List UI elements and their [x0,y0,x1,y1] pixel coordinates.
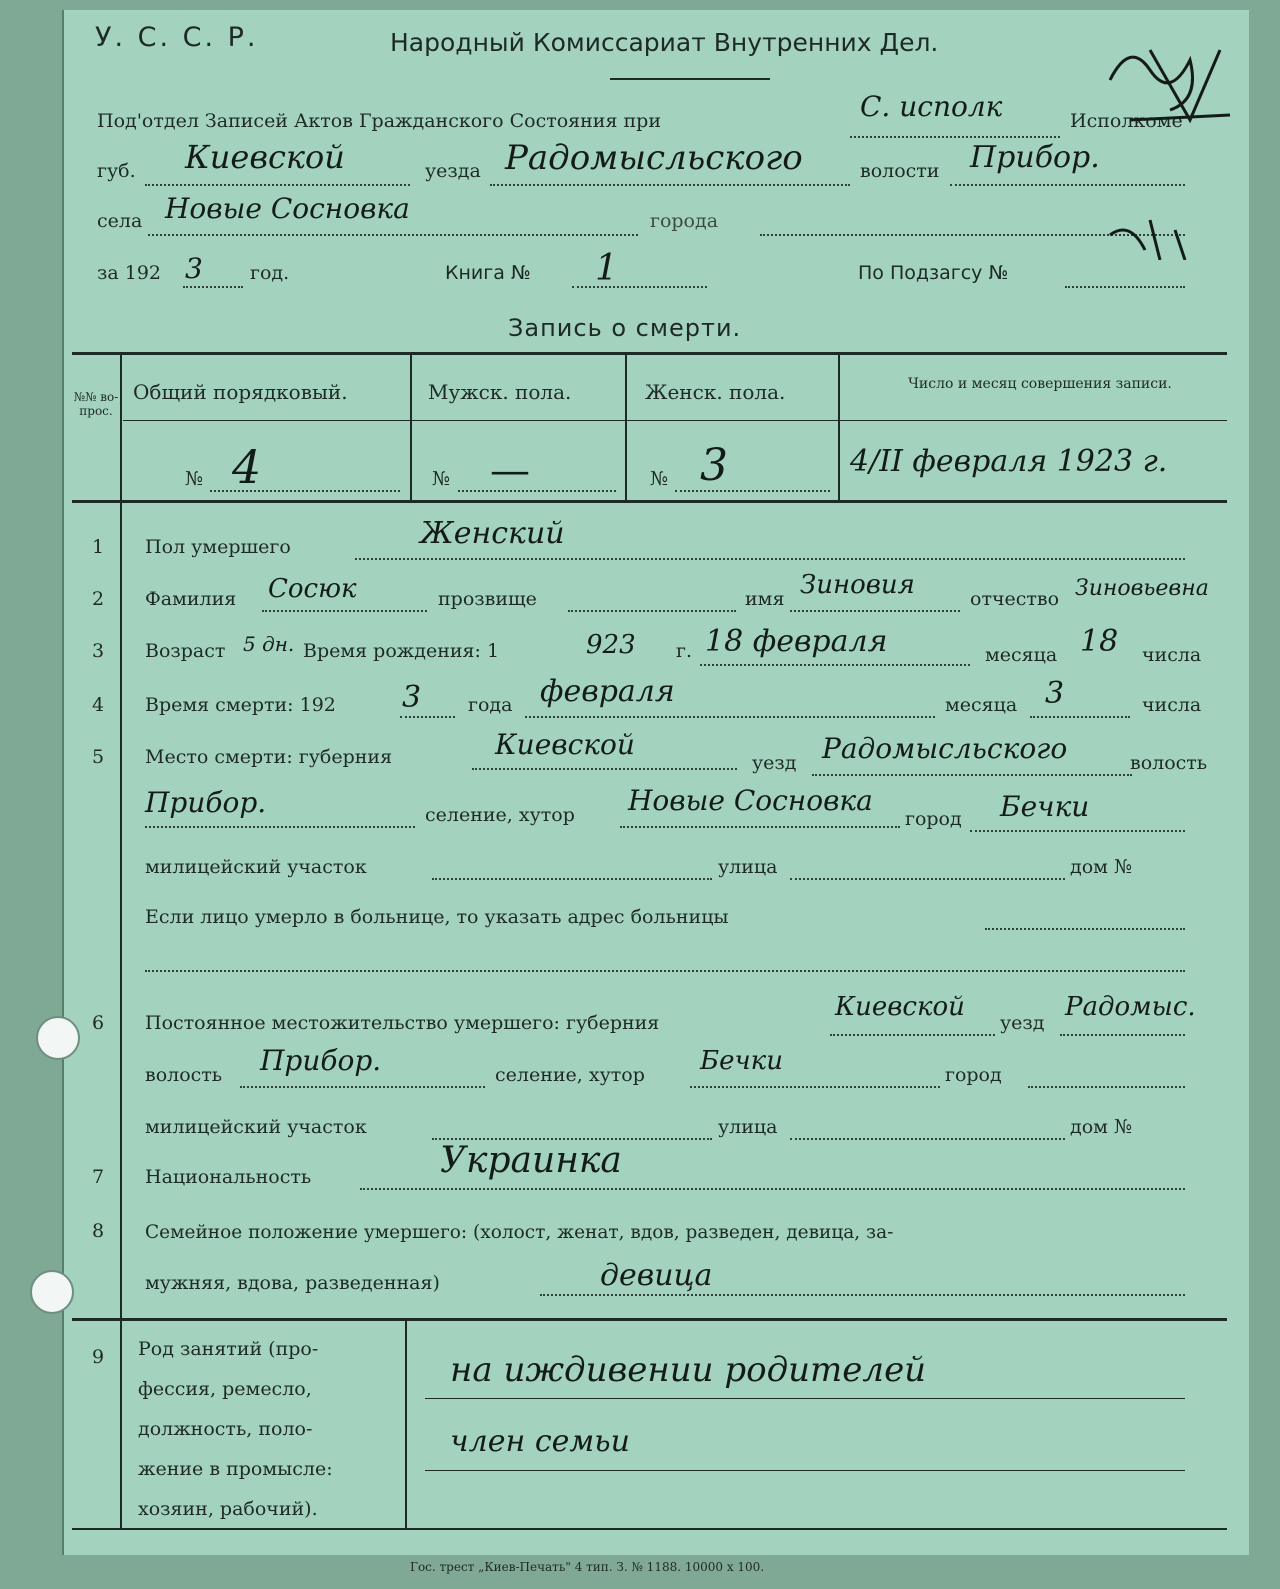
gub-value: Киевской [185,138,345,176]
marital-label-line1: Семейное положение умершего: (холост, женат, вдов, разведен, девица, за- [145,1222,894,1243]
death-year-value: 3 [402,680,422,715]
kniga-value: 1 [595,248,618,289]
residence-street-label: улица [718,1116,778,1138]
death-volost-label: волость [1130,752,1208,774]
hospital-label: Если лицо умерло в больнице, то указать адрес больницы [145,906,729,928]
table-head-bottom [72,500,1227,503]
birth-g-label: г. [676,640,692,662]
selo-value: Новые Сосновка [165,192,410,225]
binder-hole-bottom [30,1270,74,1314]
residence-uezd-fill-line [1060,1034,1185,1036]
nationality-value: Украинка [440,1140,622,1181]
marital-value: девица [600,1258,713,1293]
general-number-header: Общий порядковый. [133,380,348,404]
residence-village-value: Бечки [700,1046,783,1076]
col-2-divider [625,352,627,502]
death-village-label: селение, хутор [425,804,575,826]
volost-label: волости [860,160,940,182]
death-time-label: Время смерти: 192 [145,694,336,716]
death-gorod-value: Бечки [1000,790,1090,823]
name-fill-line [790,610,960,612]
death-gorod-label: город [905,808,962,830]
residence-village-fill-line [690,1086,940,1088]
year-label: за 192 [97,262,161,284]
occupation-label-1: Род занятий (про- [138,1338,319,1360]
surname-label: Фамилия [145,588,237,610]
nickname-label: прозвище [438,588,537,610]
name-value: Зиновия [800,570,915,600]
question-number: 5 [91,746,105,768]
death-uezd-label: уезд [752,752,797,774]
death-uezd-value: Радомысльского [822,732,1068,765]
patronymic-label: отчество [970,588,1060,610]
death-record-form [62,10,1249,1555]
col-q-divider [120,352,122,1530]
question-number: 6 [91,1012,105,1034]
residence-volost-label: волость [145,1064,223,1086]
subdept-fill-line [850,136,1060,138]
death-militia-fill-line [432,878,712,880]
ispolkom-label: Исполкоме [1070,110,1183,132]
surname-fill-line [262,610,427,612]
birth-month-label: месяца [985,644,1058,666]
uezd-label: уезда [425,160,481,182]
age-value: 5 дн. [243,632,295,656]
occupation-label-3: должность, поло- [138,1418,313,1440]
death-month-label: месяца [945,694,1018,716]
birth-year-value: 923 [586,630,636,660]
hospital-fill-line-2 [145,970,1185,972]
residence-label: Постоянное местожительство умершего: губерния [145,1012,660,1034]
question-number: 4 [91,694,105,716]
question-number: 9 [91,1346,105,1368]
surname-value: Сосюк [268,574,357,604]
male-no-sign: № [432,468,450,490]
uezd-value: Радомысльского [505,138,803,178]
patronymic-value: Зиновьевна [1075,576,1209,601]
nationality-label: Национальность [145,1166,312,1188]
male-value: — [490,448,530,494]
year-fill-line [183,286,243,288]
sex-value: Женский [420,516,565,551]
residence-house-label: дом № [1070,1116,1132,1138]
occupation-label-5: хозяин, рабочий). [138,1498,318,1520]
residence-volost-fill-line [240,1086,485,1088]
subdept-value: С. исполк [860,90,1003,123]
residence-uezd-label: уезд [1000,1012,1045,1034]
death-day-value: 3 [1045,676,1065,711]
binder-hole-top [36,1016,80,1060]
selo-label: села [97,210,143,232]
residence-gub-value: Киевской [835,992,965,1022]
kniga-fill-line [572,286,707,288]
birth-month-fill-line [700,664,970,666]
hospital-fill-line [985,928,1185,930]
row9-label-divider [405,1318,407,1530]
podzags-label: По Подзагсу № [858,262,1009,284]
nationality-fill-line [360,1188,1185,1190]
female-header: Женск. пола. [645,380,786,404]
residence-village-label: селение, хутор [495,1064,645,1086]
death-house-label: дом № [1070,856,1132,878]
death-place-label: Место смерти: губерния [145,746,393,768]
death-village-value: Новые Сосновка [628,784,873,817]
female-fill-line [675,490,830,492]
year-god-label: год. [250,262,290,284]
year-value: 3 [185,252,203,285]
occupation-line-2 [425,1470,1185,1471]
commissariat-title: Народный Комиссариат Внутренних Дел. [390,28,939,57]
male-header: Мужск. пола. [428,380,572,404]
col-3-divider [838,352,840,502]
sex-fill-line [355,558,1185,560]
death-year-label: года [468,694,513,716]
question-number: 2 [91,588,105,610]
residence-uezd-value: Радомыс. [1065,992,1196,1022]
occupation-line-1 [425,1398,1185,1399]
residence-gorod-fill-line [1028,1086,1185,1088]
death-gorod-fill-line [970,830,1185,832]
death-volost-value: Прибор. [145,786,267,819]
occupation-value-2: член семьи [450,1424,630,1459]
residence-street-fill-line [790,1138,1065,1140]
death-gub-value: Киевской [495,728,635,761]
death-street-label: улица [718,856,778,878]
question-number: 7 [91,1166,105,1188]
occupation-value-1: на иждивении родителей [450,1350,927,1390]
selo-fill-line [148,234,638,236]
gorod-label: города [650,210,719,232]
general-value: 4 [232,440,262,494]
printer-imprint: Гос. трест „Киев-Печать" 4 тип. З. № 1188. 10000 x 100. [410,1560,765,1574]
volost-value: Прибор. [970,140,1100,175]
podzags-fill-line [1065,286,1185,288]
death-month-fill-line [525,716,935,718]
question-number: 3 [91,640,105,662]
gub-fill-line [145,184,410,186]
death-year-fill-line [400,716,455,718]
table-top-border [72,352,1227,355]
table-bottom-border [72,1528,1227,1530]
header-divider [610,78,770,80]
q-number-header: №№ во-прос. [73,390,119,418]
male-fill-line [458,490,616,492]
marital-label-line2: мужняя, вдова, разведенная) [145,1272,440,1294]
occupation-label-2: фессия, ремесло, [138,1378,312,1400]
residence-volost-value: Прибор. [260,1044,382,1077]
death-uezd-fill-line [812,774,1132,776]
death-street-fill-line [790,878,1065,880]
birth-day-value: 18 [1080,624,1119,659]
sex-label: Пол умершего [145,536,291,558]
table-head-divider [123,420,1227,421]
question-number: 1 [91,536,105,558]
question-number: 8 [91,1220,105,1242]
birth-month-value: 18 февраля [705,624,888,659]
record-title: Запись о смерти. [508,314,742,342]
republic-label: У. С. С. Р. [95,22,259,53]
general-no-sign: № [185,468,203,490]
death-day-label: числа [1142,694,1202,716]
date-header: Число и месяц совершения записи. [908,376,1172,392]
name-label: имя [745,588,785,610]
marital-fill-line [540,1294,1185,1296]
kniga-label: Книга № [445,262,531,284]
residence-militia-label: милицейский участок [145,1116,367,1138]
female-value: 3 [700,440,728,491]
birth-day-label: числа [1142,644,1202,666]
record-date-value: 4/II февраля 1923 г. [850,444,1168,479]
death-militia-label: милицейский участок [145,856,367,878]
gub-label: губ. [97,160,136,182]
female-no-sign: № [650,468,668,490]
residence-gub-fill-line [830,1034,995,1036]
birth-label: Время рождения: 1 [303,640,500,662]
age-label: Возраст [145,640,226,662]
col-1-divider [410,352,412,502]
subdept-label: Под'отдел Записей Актов Гражданского Состояния при [97,110,661,132]
signature-mark [1090,20,1240,260]
uezd-fill-line [490,184,850,186]
residence-gorod-label: город [945,1064,1002,1086]
death-gub-fill-line [472,768,737,770]
nickname-fill-line [568,610,736,612]
death-day-fill-line [1030,716,1130,718]
row9-top-border [72,1318,1227,1321]
death-volost-fill-line [145,826,415,828]
death-village-fill-line [620,826,900,828]
death-month-value: февраля [540,674,675,709]
occupation-label-4: жение в промысле: [138,1458,333,1480]
